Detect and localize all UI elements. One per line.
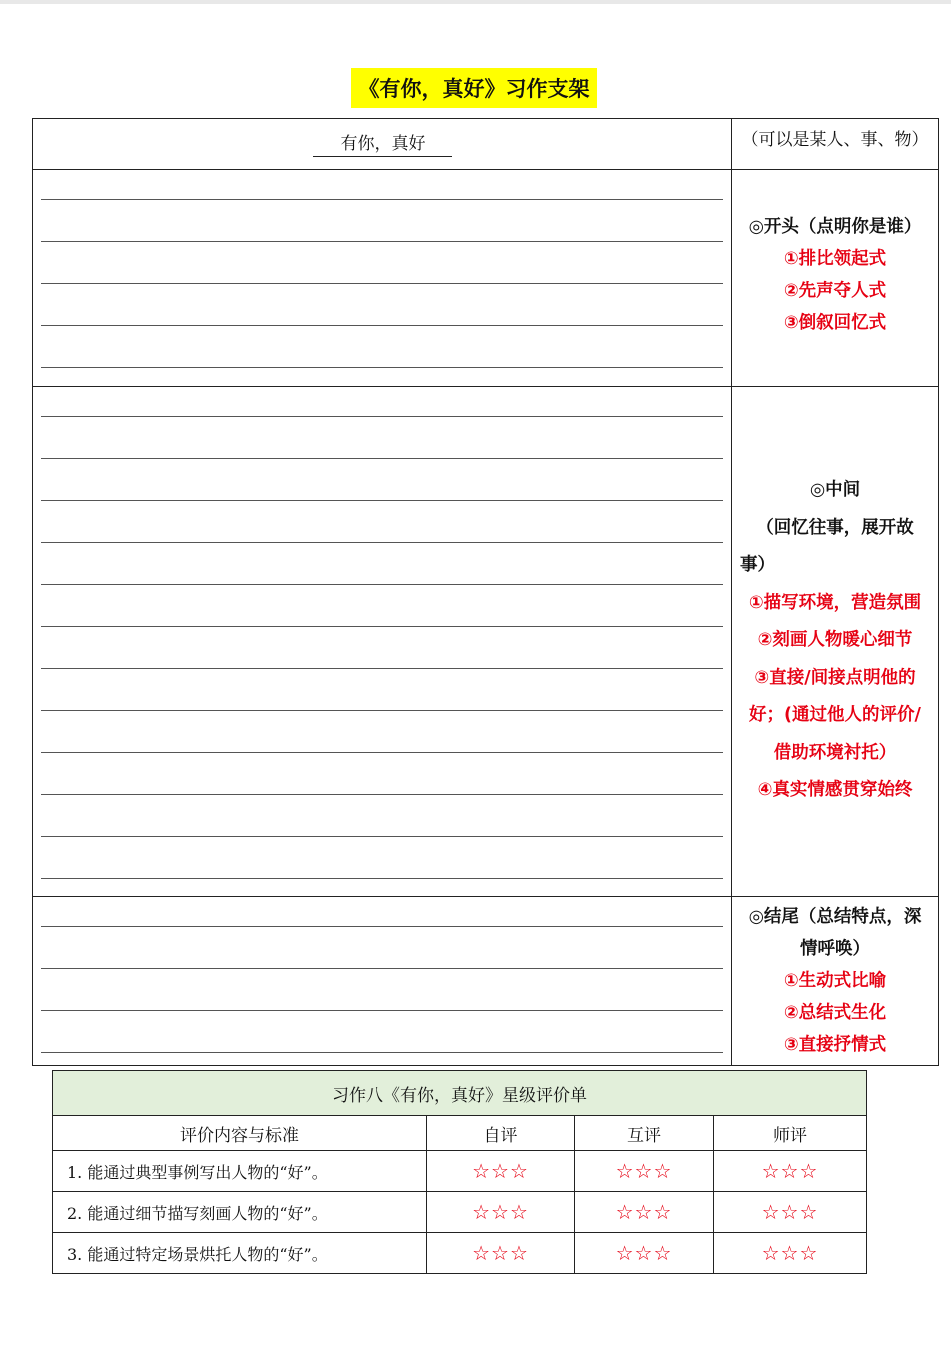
peer-rating-stars[interactable]: ☆☆☆ (575, 1192, 714, 1233)
writing-line (41, 199, 723, 200)
writing-line (41, 968, 723, 969)
star-evaluation-table (52, 1070, 867, 1274)
criterion-cell: 2. 能通过细节描写刻画人物的“好”。 (53, 1192, 427, 1233)
writing-line (41, 542, 723, 543)
writing-line (41, 325, 723, 326)
evaluation-caption: 习作八《有你，真好》星级评价单 (53, 1071, 867, 1116)
middle-item: ③直接/间接点明他的 (754, 667, 916, 688)
ending-item: ③直接抒情式 (783, 1035, 887, 1055)
ending-item: ①生动式比喻 (783, 971, 887, 991)
opening-item: ③倒叙回忆式 (783, 313, 887, 333)
opening-item: ①排比领起式 (783, 249, 887, 269)
peer-rating-stars[interactable]: ☆☆☆ (575, 1233, 714, 1274)
opening-item: ②先声夺人式 (783, 281, 887, 301)
ending-guide (732, 901, 938, 1061)
self-rating-stars[interactable]: ☆☆☆ (427, 1151, 575, 1192)
teacher-rating-stars[interactable]: ☆☆☆ (714, 1233, 867, 1274)
writing-line (41, 626, 723, 627)
writing-line (41, 416, 723, 417)
section-divider (33, 896, 938, 897)
writing-line (41, 367, 723, 368)
writing-line (41, 878, 723, 879)
writing-line (41, 710, 723, 711)
page-top-border (0, 0, 951, 4)
opening-guide (732, 211, 938, 339)
column-header: 互评 (575, 1116, 714, 1151)
writing-framework-table (32, 118, 939, 1066)
ending-item: ②总结式生化 (783, 1003, 887, 1023)
topic-note: （可以是某人、事、物） (741, 129, 929, 150)
teacher-rating-stars[interactable]: ☆☆☆ (714, 1151, 867, 1192)
opening-heading: ◎开头（点明你是谁） (748, 217, 922, 237)
writing-line (41, 836, 723, 837)
writing-line (41, 458, 723, 459)
middle-item: 借助环境衬托） (773, 742, 897, 763)
middle-heading: ◎中间 (809, 480, 861, 500)
middle-guide (732, 472, 938, 810)
writing-line (41, 241, 723, 242)
column-header: 自评 (427, 1116, 575, 1151)
writing-line (41, 1010, 723, 1011)
middle-subheading: （回忆往事，展开故 (756, 517, 914, 538)
writing-line (41, 584, 723, 585)
topic-cell (33, 119, 731, 169)
criterion-cell: 1. 能通过典型事例写出人物的“好”。 (53, 1151, 427, 1192)
peer-rating-stars[interactable]: ☆☆☆ (575, 1151, 714, 1192)
header-divider (33, 169, 938, 170)
column-header: 师评 (714, 1116, 867, 1151)
middle-subheading: 事） (740, 555, 775, 575)
writing-line (41, 926, 723, 927)
section-divider (33, 386, 938, 387)
criterion-cell: 3. 能通过特定场景烘托人物的“好”。 (53, 1233, 427, 1274)
middle-item: ①描写环境，营造氛围 (748, 592, 922, 613)
table-row (53, 1151, 867, 1192)
middle-item: 好；(通过他人的评价/ (749, 705, 921, 725)
writing-line (41, 794, 723, 795)
page-title: 《有你，真好》习作支架 (351, 68, 597, 108)
ending-heading: 情呼唤） (800, 939, 870, 959)
writing-line (41, 1052, 723, 1053)
self-rating-stars[interactable]: ☆☆☆ (427, 1233, 575, 1274)
ending-heading: ◎结尾（总结特点，深 (748, 907, 922, 927)
writing-line (41, 500, 723, 501)
table-row (53, 1192, 867, 1233)
column-header: 评价内容与标准 (53, 1116, 427, 1151)
self-rating-stars[interactable]: ☆☆☆ (427, 1192, 575, 1233)
table-row (53, 1233, 867, 1274)
writing-line (41, 668, 723, 669)
teacher-rating-stars[interactable]: ☆☆☆ (714, 1192, 867, 1233)
topic-title: 有你，真好 (313, 132, 452, 157)
writing-line (41, 752, 723, 753)
middle-item: ②刻画人物暖心细节 (757, 630, 913, 650)
middle-item: ④真实情感贯穿始终 (757, 780, 913, 800)
writing-line (41, 283, 723, 284)
